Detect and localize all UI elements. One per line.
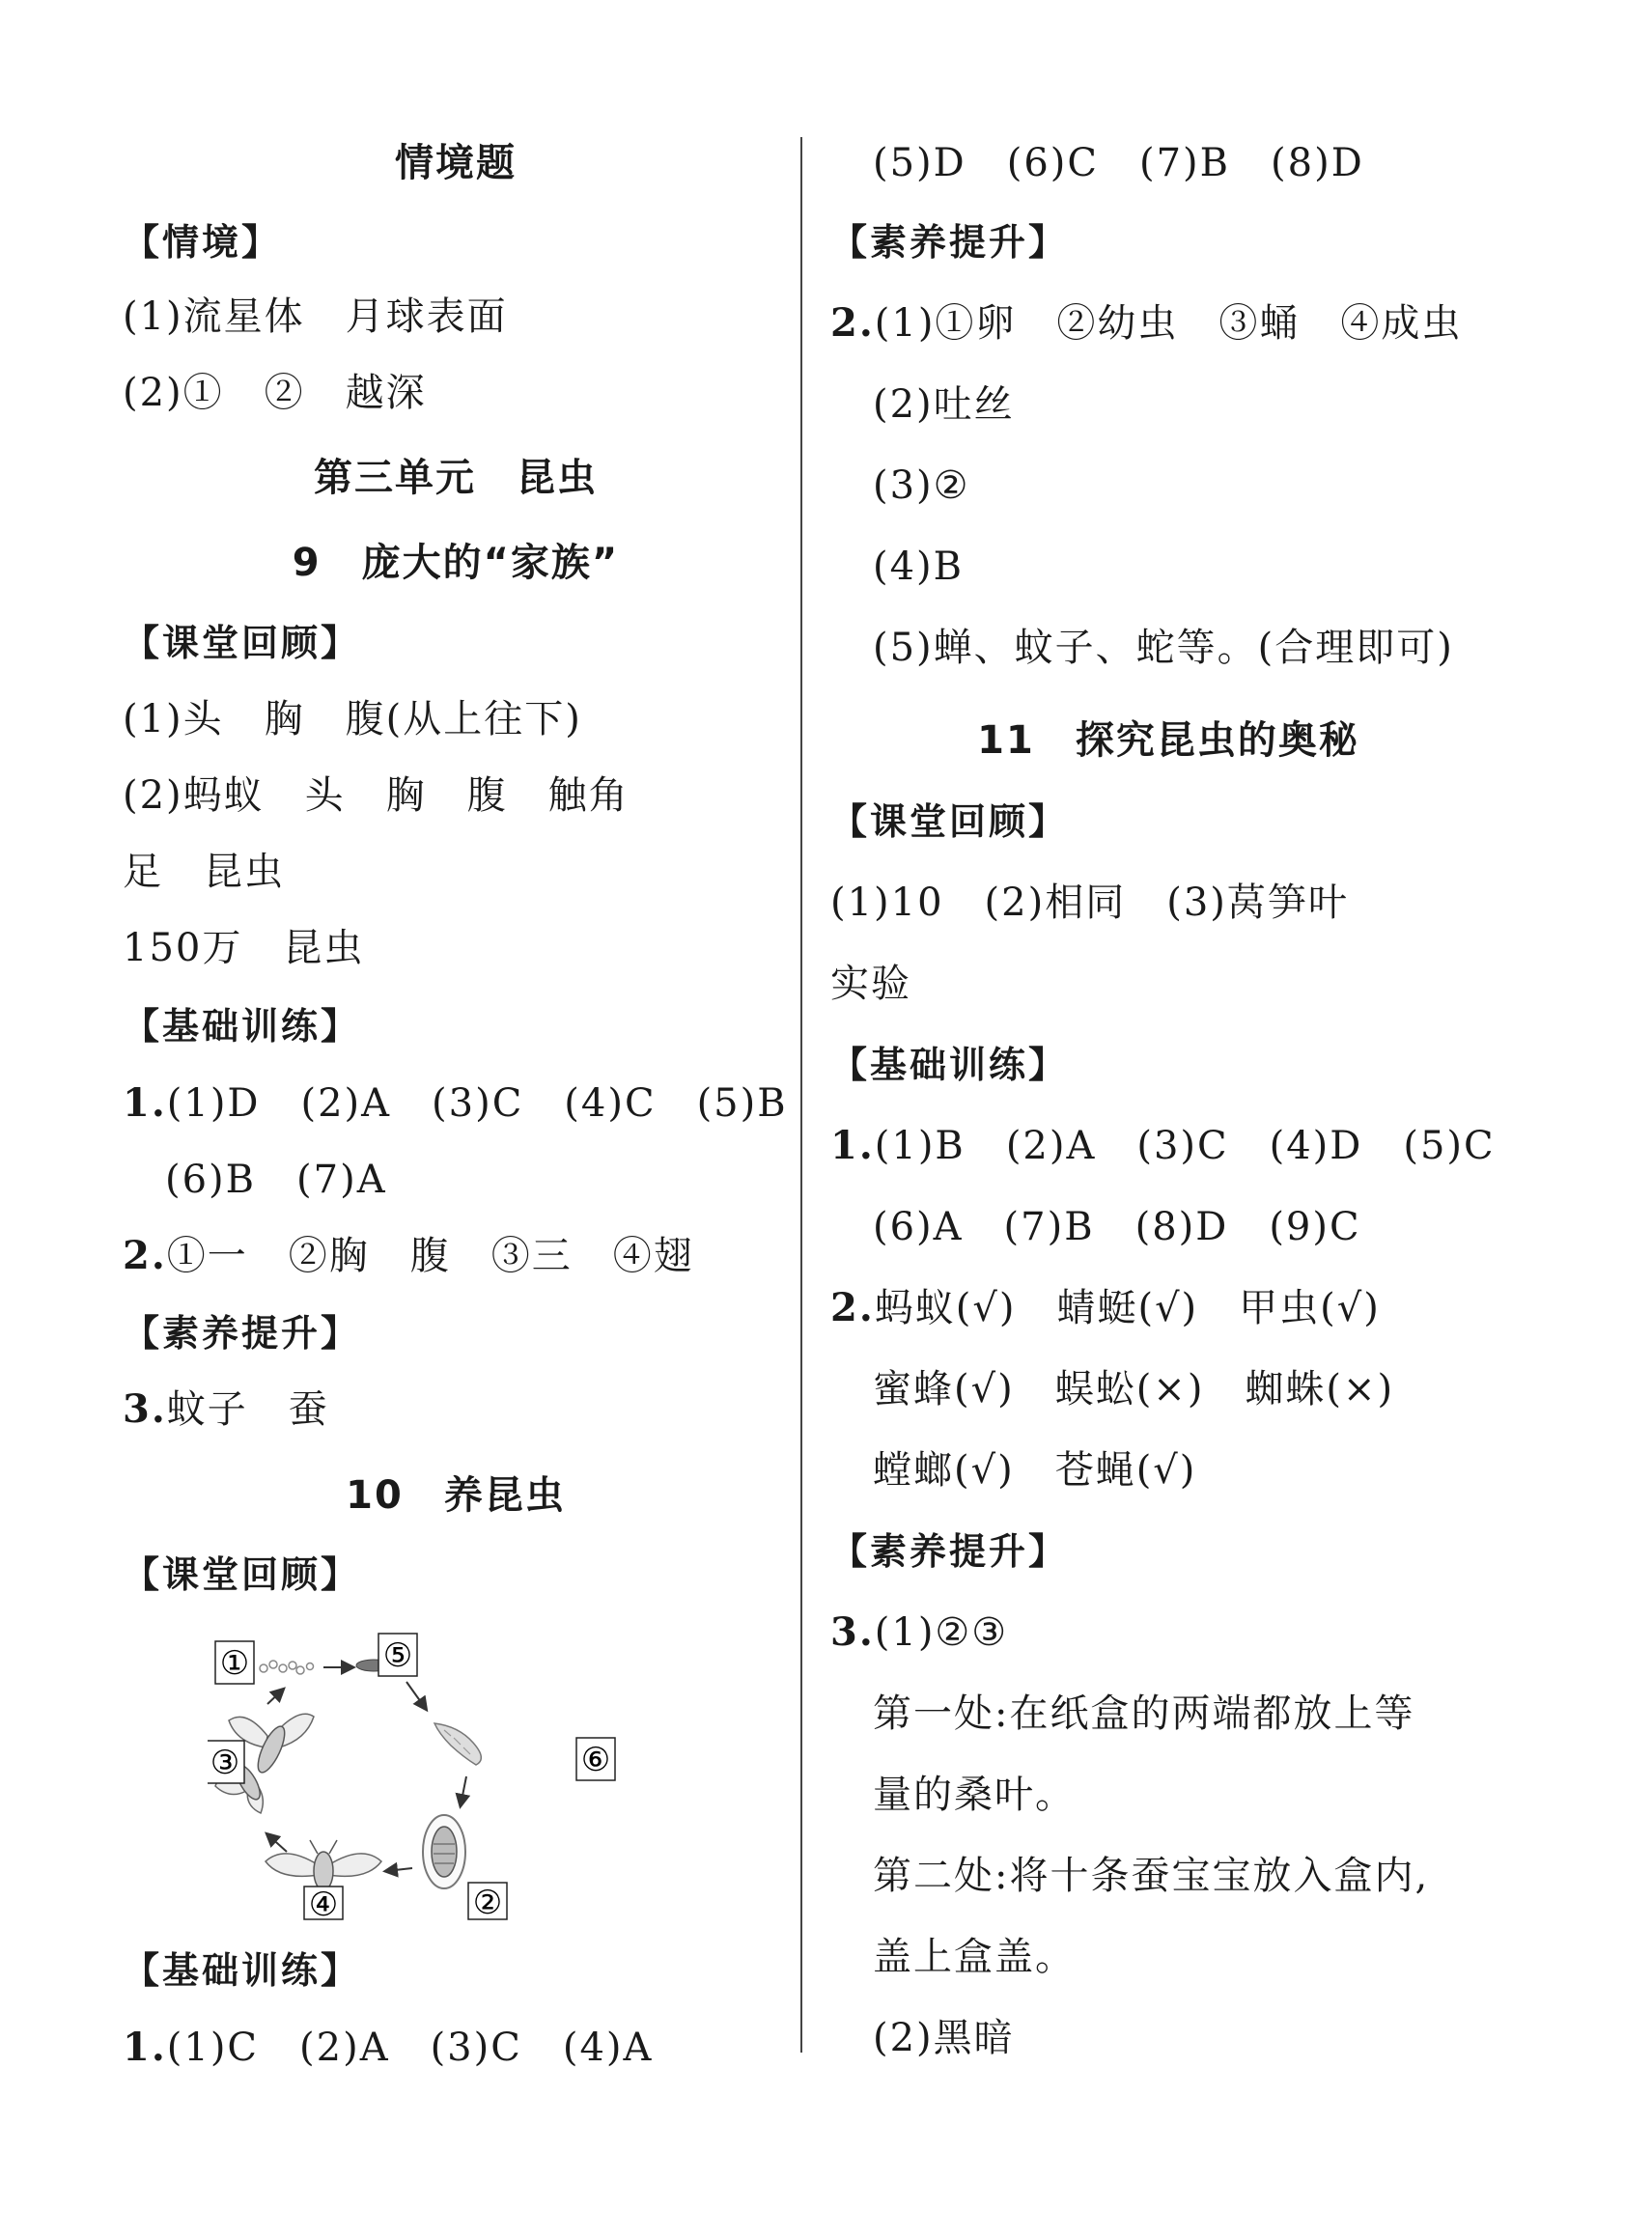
basic-answer-11-2 xyxy=(830,1284,1381,1332)
review-answer-3: 足 昆虫 xyxy=(123,850,285,894)
review-answer-2: (2)蚂蚁 头 胸 腹 触角 xyxy=(123,773,630,818)
answer-text: (1)①卵 ②幼虫 ③蛹 ④成虫 xyxy=(874,301,1463,346)
answer-text: (1)C (2)A (3)C (4)A xyxy=(166,2026,654,2070)
situation-answer-2: (2)① ② 越深 xyxy=(123,371,427,415)
lesson-11-title: 11 探究昆虫的奥秘 xyxy=(977,718,1359,763)
answer-text: 蚂蚁(√) 蜻蜓(√) 甲虫(√) xyxy=(874,1286,1381,1330)
literacy-answer-2-5: (5)蝉、蚊子、蛇等。(合理即可) xyxy=(873,626,1454,670)
answer-text: (1)②③ xyxy=(874,1610,1009,1655)
literacy-answer-11-3-l4: 第二处:将十条蚕宝宝放入盒内, xyxy=(873,1854,1430,1898)
review-answer-11-2: 实验 xyxy=(830,962,911,1006)
section-label-review-10: 【课堂回顾】 xyxy=(123,1553,361,1596)
literacy-answer-2-4: (4)B xyxy=(873,545,965,589)
literacy-answer-11-3-l2: 第一处:在纸盒的两端都放上等 xyxy=(873,1691,1415,1736)
question-number: 3. xyxy=(830,1609,875,1655)
basic-answer-11-1-cont: (6)A (7)B (8)D (9)C xyxy=(873,1205,1361,1249)
literacy-answer-2 xyxy=(830,299,1462,348)
basic-answer-11-2-c: 螳螂(√) 苍蝇(√) xyxy=(873,1448,1197,1493)
literacy-answer-11-3-l6: (2)黑暗 xyxy=(873,2016,1015,2060)
literacy-answer-3 xyxy=(123,1385,329,1434)
answer-text: (1)D (2)A (3)C (4)C (5)B xyxy=(166,1081,788,1126)
question-number: 2. xyxy=(830,300,875,346)
lesson-10-title: 10 养昆虫 xyxy=(346,1473,566,1518)
section-label-review: 【课堂回顾】 xyxy=(123,622,361,664)
unit-title: 第三单元 昆虫 xyxy=(314,456,598,500)
basic-answer-10-1 xyxy=(123,2024,653,2072)
diagram-label-boxes xyxy=(208,1634,615,1921)
section-label-situation: 【情境】 xyxy=(123,221,282,264)
label-3: ③ xyxy=(210,1744,240,1782)
review-answer-1: (1)头 胸 腹(从上往下) xyxy=(123,697,582,741)
question-number: 1. xyxy=(123,2025,167,2070)
situation-answer-1: (1)流星体 月球表面 xyxy=(123,294,508,339)
literacy-answer-2-3: (3)② xyxy=(873,463,970,508)
eggs-icon xyxy=(260,1661,314,1674)
basic-answer-11-1 xyxy=(830,1122,1496,1170)
section-label-basic-10: 【基础训练】 xyxy=(123,1949,361,1992)
literacy-answer-11-3-l3: 量的桑叶。 xyxy=(873,1773,1076,1817)
label-2: ② xyxy=(472,1884,503,1921)
section-label-literacy-11: 【素养提升】 xyxy=(830,1530,1069,1573)
lesson-9-title: 9 庞大的“家族” xyxy=(292,541,620,585)
situation-title: 情境题 xyxy=(395,141,517,185)
question-number: 1. xyxy=(830,1123,875,1168)
label-5: ⑤ xyxy=(382,1636,413,1675)
answer-cont-line: (5)D (6)C (7)B (8)D xyxy=(873,141,1364,185)
question-number: 2. xyxy=(830,1285,875,1330)
column-divider xyxy=(800,137,802,2053)
label-1: ① xyxy=(219,1644,250,1683)
question-number: 3. xyxy=(123,1386,167,1432)
answer-text: ①一 ②胸 腹 ③三 ④翅 xyxy=(166,1234,694,1278)
label-6: ⑥ xyxy=(580,1741,611,1779)
section-label-literacy: 【素养提升】 xyxy=(123,1312,361,1355)
question-number: 2. xyxy=(123,1233,167,1278)
review-answer-4: 150万 昆虫 xyxy=(123,926,365,970)
answer-text: 蚊子 蚕 xyxy=(166,1387,329,1432)
basic-answer-1 xyxy=(123,1079,788,1128)
literacy-answer-11-3 xyxy=(830,1608,1008,1657)
literacy-answer-2-2: (2)吐丝 xyxy=(873,382,1015,427)
basic-answer-11-2-b: 蜜蜂(√) 蜈蚣(×) 蜘蛛(×) xyxy=(873,1367,1395,1411)
review-answer-11-1: (1)10 (2)相同 (3)莴笋叶 xyxy=(830,880,1349,925)
section-label-basic-11: 【基础训练】 xyxy=(830,1044,1069,1086)
silkworm-life-cycle-diagram xyxy=(208,1612,632,1921)
basic-answer-2 xyxy=(123,1232,694,1280)
section-label-literacy: 【素养提升】 xyxy=(830,221,1069,264)
answer-text: (1)B (2)A (3)C (4)D (5)C xyxy=(874,1124,1496,1168)
question-number: 1. xyxy=(123,1080,167,1126)
section-label-review-11: 【课堂回顾】 xyxy=(830,800,1069,843)
section-label-basic: 【基础训练】 xyxy=(123,1005,361,1048)
mature-larva-icon xyxy=(434,1723,481,1765)
basic-answer-1-cont: (6)B (7)A xyxy=(165,1158,387,1202)
cocoon-icon xyxy=(423,1815,465,1888)
label-4: ④ xyxy=(308,1886,339,1921)
literacy-answer-11-3-l5: 盖上盒盖。 xyxy=(873,1935,1076,1979)
